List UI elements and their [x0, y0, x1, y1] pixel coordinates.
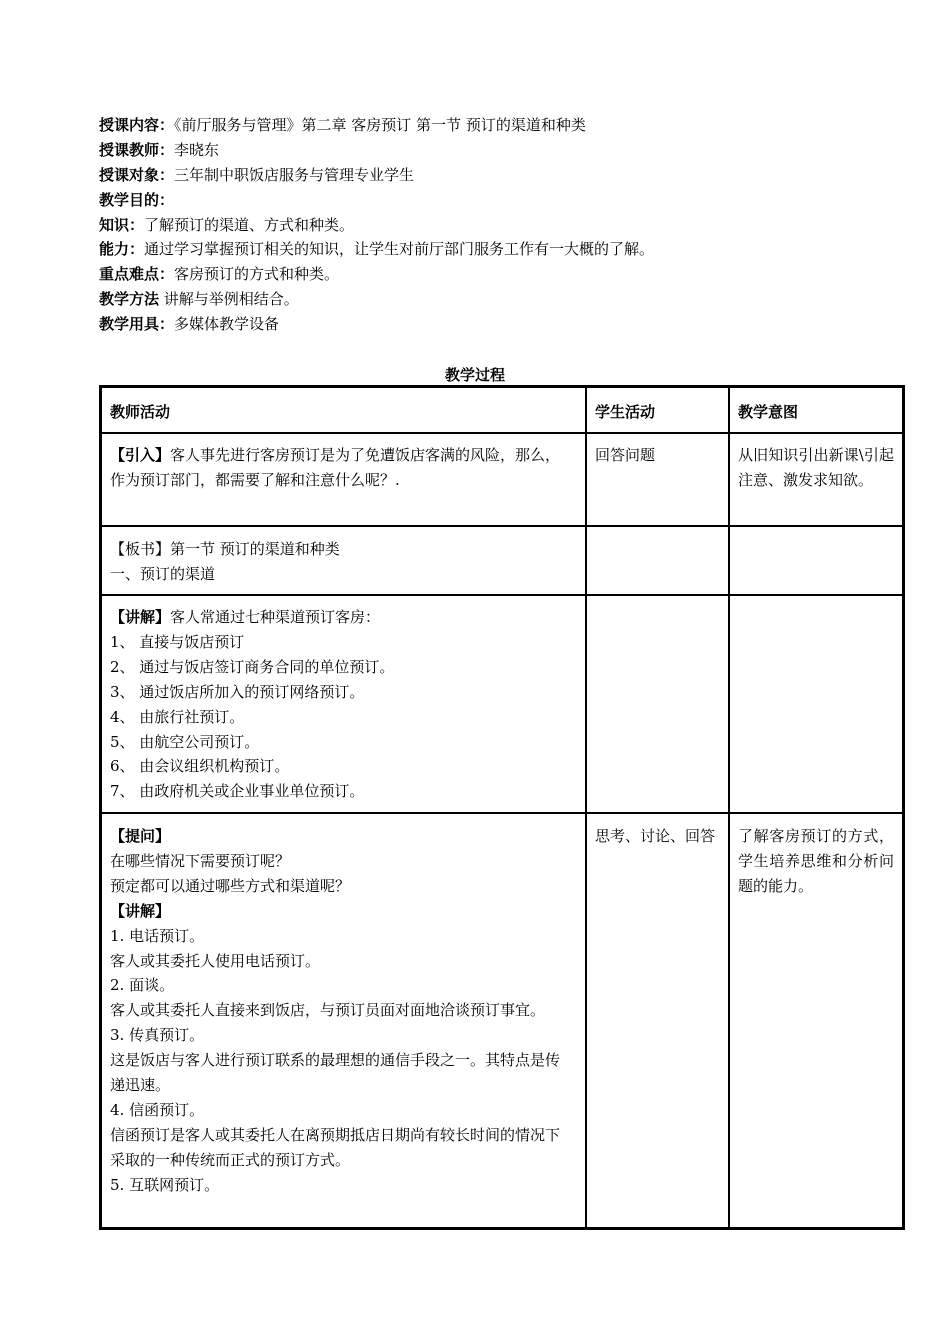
audience-label: 授课对象： [99, 165, 175, 184]
intro-intent-cell: 从旧知识引出新课\引起注意、激发求知欲。 [738, 446, 894, 489]
goal-label: 教学目的： [99, 190, 175, 209]
header-student-activity: 学生活动 [595, 403, 656, 421]
header-teacher-activity: 教师活动 [110, 403, 171, 421]
key-points-value: 客房预订的方式和种类。 [174, 265, 340, 284]
tools-label: 教学用具： [99, 315, 175, 334]
method-line [99, 287, 879, 312]
board-line-2: 一、预订的渠道 [110, 564, 216, 583]
content-value: 《前厅服务与管理》第二章 客房预订 第一节 预订的渠道和种类 [174, 116, 586, 134]
intro-teacher-cell [102, 443, 585, 493]
knowledge-line [99, 213, 879, 238]
goal-line [99, 188, 879, 213]
list-item: 6、 由会议组织机构预订。 [110, 757, 290, 776]
method-value: 讲解与举例相结合。 [159, 290, 299, 309]
method-item: 2. 面谈。 [110, 976, 175, 995]
list-item: 4、 由旅行社预订。 [110, 707, 245, 726]
row-divider [102, 432, 902, 434]
board-tag: 【板书】 [110, 540, 171, 558]
methods-student-cell: 思考、讨论、回答 [595, 827, 716, 845]
board-line-1: 第一节 预订的渠道和种类 [170, 540, 340, 558]
question-1: 在哪些情况下需要预订呢？ [110, 851, 291, 870]
method-item: 3. 传真预订。 [110, 1026, 205, 1045]
row-divider [102, 525, 902, 527]
method-item: 5. 互联网预订。 [110, 1175, 220, 1194]
key-points-line [99, 262, 879, 287]
channels-intro: 客人常通过七种渠道预订客房： [170, 608, 381, 626]
intro-text: 客人事先进行客房预订是为了免遭饭店客满的风险，那么，作为预订部门，都需要了解和注意什么呢？. [110, 446, 561, 489]
method-description: 信函预订是客人或其委托人在离预期抵店日期尚有较长时间的情况下采取的一种传统而正式的预订方式。 [110, 1125, 561, 1169]
intro-tag: 【引入】 [110, 446, 171, 464]
table-title: 教学过程 [444, 366, 505, 384]
question-2: 预定都可以通过哪些方式和渠道呢？ [110, 876, 351, 895]
content-label: 授课内容： [99, 116, 175, 134]
method-label: 教学方法 [99, 290, 160, 309]
ability-line [99, 237, 879, 262]
intro-student-cell: 回答问题 [595, 446, 656, 464]
list-item: 1、 直接与饭店预订 [110, 632, 245, 651]
audience-value: 三年制中职饭店服务与管理专业学生 [174, 165, 415, 184]
ability-label: 能力： [99, 240, 145, 259]
method-description: 这是饭店与客人进行预订联系的最理想的通信手段之一。其特点是传递迅速。 [110, 1051, 561, 1095]
list-item: 7、 由政府机关或企业事业单位预订。 [110, 782, 365, 801]
header-teaching-intent: 教学意图 [738, 403, 799, 421]
teacher-value: 李晓东 [174, 140, 220, 159]
methods-intent-cell: 了解客房预订的方式，学生培养思维和分析问题的能力。 [738, 827, 894, 895]
channels-teacher-cell [102, 605, 585, 804]
tools-line [99, 312, 879, 337]
column-divider [585, 388, 587, 1227]
audience-line [99, 163, 879, 188]
tools-value: 多媒体教学设备 [174, 315, 280, 334]
explain-tag: 【讲解】 [110, 608, 171, 626]
knowledge-label: 知识： [99, 215, 145, 234]
method-item: 4. 信函预订。 [110, 1100, 205, 1119]
teaching-process-table [99, 385, 905, 1230]
method-item: 1. 电话预订。 [110, 926, 205, 945]
methods-teacher-cell [102, 824, 585, 1198]
row-divider [102, 812, 902, 814]
key-points-label: 重点难点： [99, 265, 175, 284]
teacher-line [99, 138, 879, 163]
list-item: 5、 由航空公司预订。 [110, 732, 260, 751]
teacher-label: 授课教师： [99, 140, 175, 159]
content-line [99, 113, 879, 138]
question-tag: 【提问】 [110, 827, 171, 845]
method-description: 客人或其委托人直接来到饭店，与预订员面对面地洽谈预订事宜。 [110, 1001, 546, 1020]
knowledge-value: 了解预订的渠道、方式和种类。 [144, 215, 355, 234]
method-description: 客人或其委托人使用电话预订。 [110, 951, 321, 970]
row-divider [102, 594, 902, 596]
list-item: 2、 通过与饭店签订商务合同的单位预订。 [110, 657, 395, 676]
lesson-header [99, 113, 879, 337]
ability-value: 通过学习掌握预订相关的知识，让学生对前厅部门服务工作有一大概的了解。 [144, 240, 655, 259]
list-item: 3、 通过饭店所加入的预订网络预订。 [110, 682, 365, 701]
explain-tag: 【讲解】 [110, 901, 171, 920]
board-teacher-cell [102, 537, 585, 587]
column-divider [728, 388, 730, 1227]
